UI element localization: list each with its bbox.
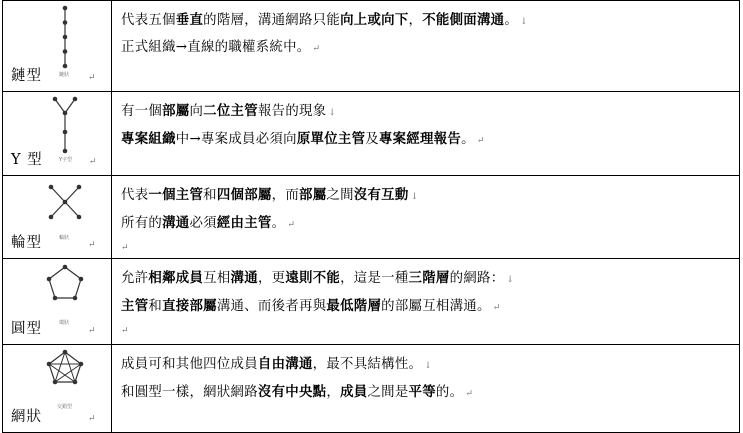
text-run: 代表 bbox=[121, 188, 149, 203]
text-run: 。 bbox=[504, 13, 519, 28]
text-run: 和圓型一樣，網狀網路 bbox=[121, 385, 258, 400]
diagram-caption: Y字型 bbox=[59, 157, 73, 163]
paragraph-mark: ↵ bbox=[88, 326, 97, 336]
text-run: 。 bbox=[271, 216, 286, 231]
bold-text-run: 溝通 bbox=[162, 215, 190, 231]
type-cell bbox=[3, 176, 112, 259]
bold-text-run: 相鄰成員 bbox=[148, 270, 204, 286]
row-text bbox=[121, 182, 739, 258]
bold-text-run: 沒有中央點 bbox=[257, 384, 327, 400]
bold-text-run: 專案經理報告 bbox=[378, 131, 462, 147]
text-run: 。 bbox=[461, 132, 475, 147]
diagram-caption: 輪狀 bbox=[59, 235, 70, 241]
description-line bbox=[121, 126, 739, 154]
table-row bbox=[3, 1, 740, 92]
row-text bbox=[121, 7, 739, 62]
text-run: 中→專案成員必須向 bbox=[175, 132, 297, 147]
type-label-text: 圓型 bbox=[11, 321, 42, 337]
type-cell bbox=[3, 92, 112, 176]
bold-text-run: 成員 bbox=[340, 384, 368, 400]
text-run: 有一個 bbox=[121, 104, 163, 119]
type-label bbox=[11, 231, 97, 252]
paragraph-mark: ↵ bbox=[88, 414, 97, 424]
type-label-text: Y 型 bbox=[11, 152, 43, 168]
text-run: ，這是一種 bbox=[340, 271, 409, 286]
description-line bbox=[121, 265, 739, 293]
text-run: 允許 bbox=[121, 271, 149, 286]
bold-text-run: 最低階層 bbox=[326, 298, 382, 314]
type-label bbox=[11, 317, 97, 338]
type-label bbox=[11, 64, 97, 85]
table-row bbox=[3, 176, 740, 259]
paragraph-mark: ↵ bbox=[465, 389, 474, 399]
paragraph-mark: ↵ bbox=[476, 136, 485, 146]
bold-text-run: 沒有互動 bbox=[353, 187, 409, 203]
bold-text-run: 原單位主管 bbox=[296, 131, 366, 147]
bold-text-run: 主管 bbox=[121, 298, 149, 314]
paragraph-mark: ↵ bbox=[121, 243, 129, 253]
paragraph-mark: ↵ bbox=[312, 44, 321, 54]
type-label bbox=[11, 148, 97, 169]
paragraph-mark: ↵ bbox=[287, 220, 296, 230]
text-run: 成員可和其他四位成員 bbox=[121, 357, 258, 372]
paragraph-mark: ↓ bbox=[328, 108, 337, 118]
bold-text-run: 向上或向下 bbox=[340, 12, 409, 28]
diagram-caption: 交錯型 bbox=[57, 404, 73, 410]
bold-text-run: 平等 bbox=[408, 384, 436, 400]
text-run: 向 bbox=[189, 104, 204, 119]
description-line bbox=[121, 7, 739, 35]
text-run: 代表五個 bbox=[121, 13, 176, 28]
text-run: 正式組織→直線的職權系統中。 bbox=[121, 40, 311, 55]
text-run: 溝通、而後者再與 bbox=[216, 299, 327, 314]
text-run: 和 bbox=[148, 299, 163, 314]
table-row bbox=[3, 259, 740, 345]
table-row bbox=[3, 345, 740, 433]
bold-text-run: 經由主管 bbox=[216, 215, 272, 231]
text-run: 必須 bbox=[189, 216, 217, 231]
type-label-text: 網狀 bbox=[11, 409, 42, 425]
bold-text-run: 部屬 bbox=[299, 187, 327, 203]
description-line bbox=[121, 35, 739, 62]
description-line bbox=[121, 293, 739, 321]
bold-text-run: 四個部屬 bbox=[216, 187, 272, 203]
bold-text-run: 垂直 bbox=[175, 12, 204, 28]
circle-network-diagram bbox=[45, 262, 85, 310]
type-cell bbox=[3, 1, 112, 92]
paragraph-mark: ↓ bbox=[520, 17, 528, 27]
description-line bbox=[121, 210, 739, 238]
description-line bbox=[121, 98, 739, 126]
paragraph-mark: ↓ bbox=[424, 361, 433, 371]
row-text bbox=[121, 265, 739, 341]
bold-text-run: 三階層 bbox=[408, 270, 450, 286]
text-run: ，更 bbox=[257, 271, 286, 286]
type-label bbox=[11, 405, 97, 426]
bold-text-run: 不能側面溝通 bbox=[422, 12, 505, 28]
type-cell bbox=[3, 259, 112, 345]
all-channel-network-diagram bbox=[45, 348, 85, 392]
diagram-caption: 鏈狀 bbox=[59, 72, 70, 78]
description-cell bbox=[112, 1, 740, 92]
bold-text-run: 專案組織 bbox=[121, 131, 176, 147]
text-run: 的。 bbox=[435, 385, 464, 400]
text-run: 之間 bbox=[326, 188, 354, 203]
text-run: ，最不具結構性。 bbox=[312, 357, 423, 372]
row-text bbox=[121, 351, 739, 407]
description-cell bbox=[112, 176, 740, 259]
paragraph-mark: ↵ bbox=[492, 303, 501, 313]
bold-text-run: 遠則不能 bbox=[285, 270, 341, 286]
wheel-network-diagram bbox=[45, 179, 85, 229]
paragraph-mark: ↓ bbox=[506, 275, 515, 285]
description-line bbox=[121, 379, 739, 407]
text-run: 及 bbox=[365, 132, 379, 147]
bold-text-run: 一個主管 bbox=[148, 187, 204, 203]
text-run: 之間是 bbox=[367, 385, 409, 400]
bold-text-run: 二位主管 bbox=[203, 103, 258, 119]
paragraph-mark: ↵ bbox=[88, 240, 97, 250]
type-label-text: 輪型 bbox=[11, 235, 42, 251]
bold-text-run: 部屬 bbox=[162, 103, 190, 119]
type-label-text: 鏈型 bbox=[11, 68, 42, 84]
row-text bbox=[121, 98, 739, 154]
bold-text-run: 直接部屬 bbox=[162, 298, 217, 314]
description-cell bbox=[112, 259, 740, 345]
description-line bbox=[121, 351, 739, 379]
communication-network-table bbox=[2, 0, 740, 433]
text-run: 的階層，溝通網路只能 bbox=[203, 13, 341, 28]
text-run: ，而 bbox=[271, 188, 300, 203]
description-cell bbox=[112, 92, 740, 176]
text-run: 的部屬互相溝通。 bbox=[381, 299, 491, 314]
type-cell bbox=[3, 345, 112, 433]
text-run: 和 bbox=[203, 188, 217, 203]
text-run: 的網路： bbox=[449, 271, 505, 286]
text-run: 所有的 bbox=[121, 216, 163, 231]
bold-text-run: 自由溝通 bbox=[257, 356, 313, 372]
table-row bbox=[3, 92, 740, 176]
text-run: 互相 bbox=[203, 271, 231, 286]
text-run: ， bbox=[326, 385, 341, 400]
paragraph-mark: ↵ bbox=[121, 326, 129, 336]
diagram-caption: 環狀 bbox=[59, 320, 70, 326]
description-cell bbox=[112, 345, 740, 433]
description-line bbox=[121, 182, 739, 210]
text-run: ， bbox=[408, 13, 423, 28]
paragraph-mark: ↵ bbox=[88, 73, 97, 83]
bold-text-run: 溝通 bbox=[230, 270, 258, 286]
paragraph-mark: ↵ bbox=[88, 157, 98, 167]
text-run: 報告的現象 bbox=[257, 104, 327, 119]
paragraph-mark: ↓ bbox=[410, 192, 419, 202]
